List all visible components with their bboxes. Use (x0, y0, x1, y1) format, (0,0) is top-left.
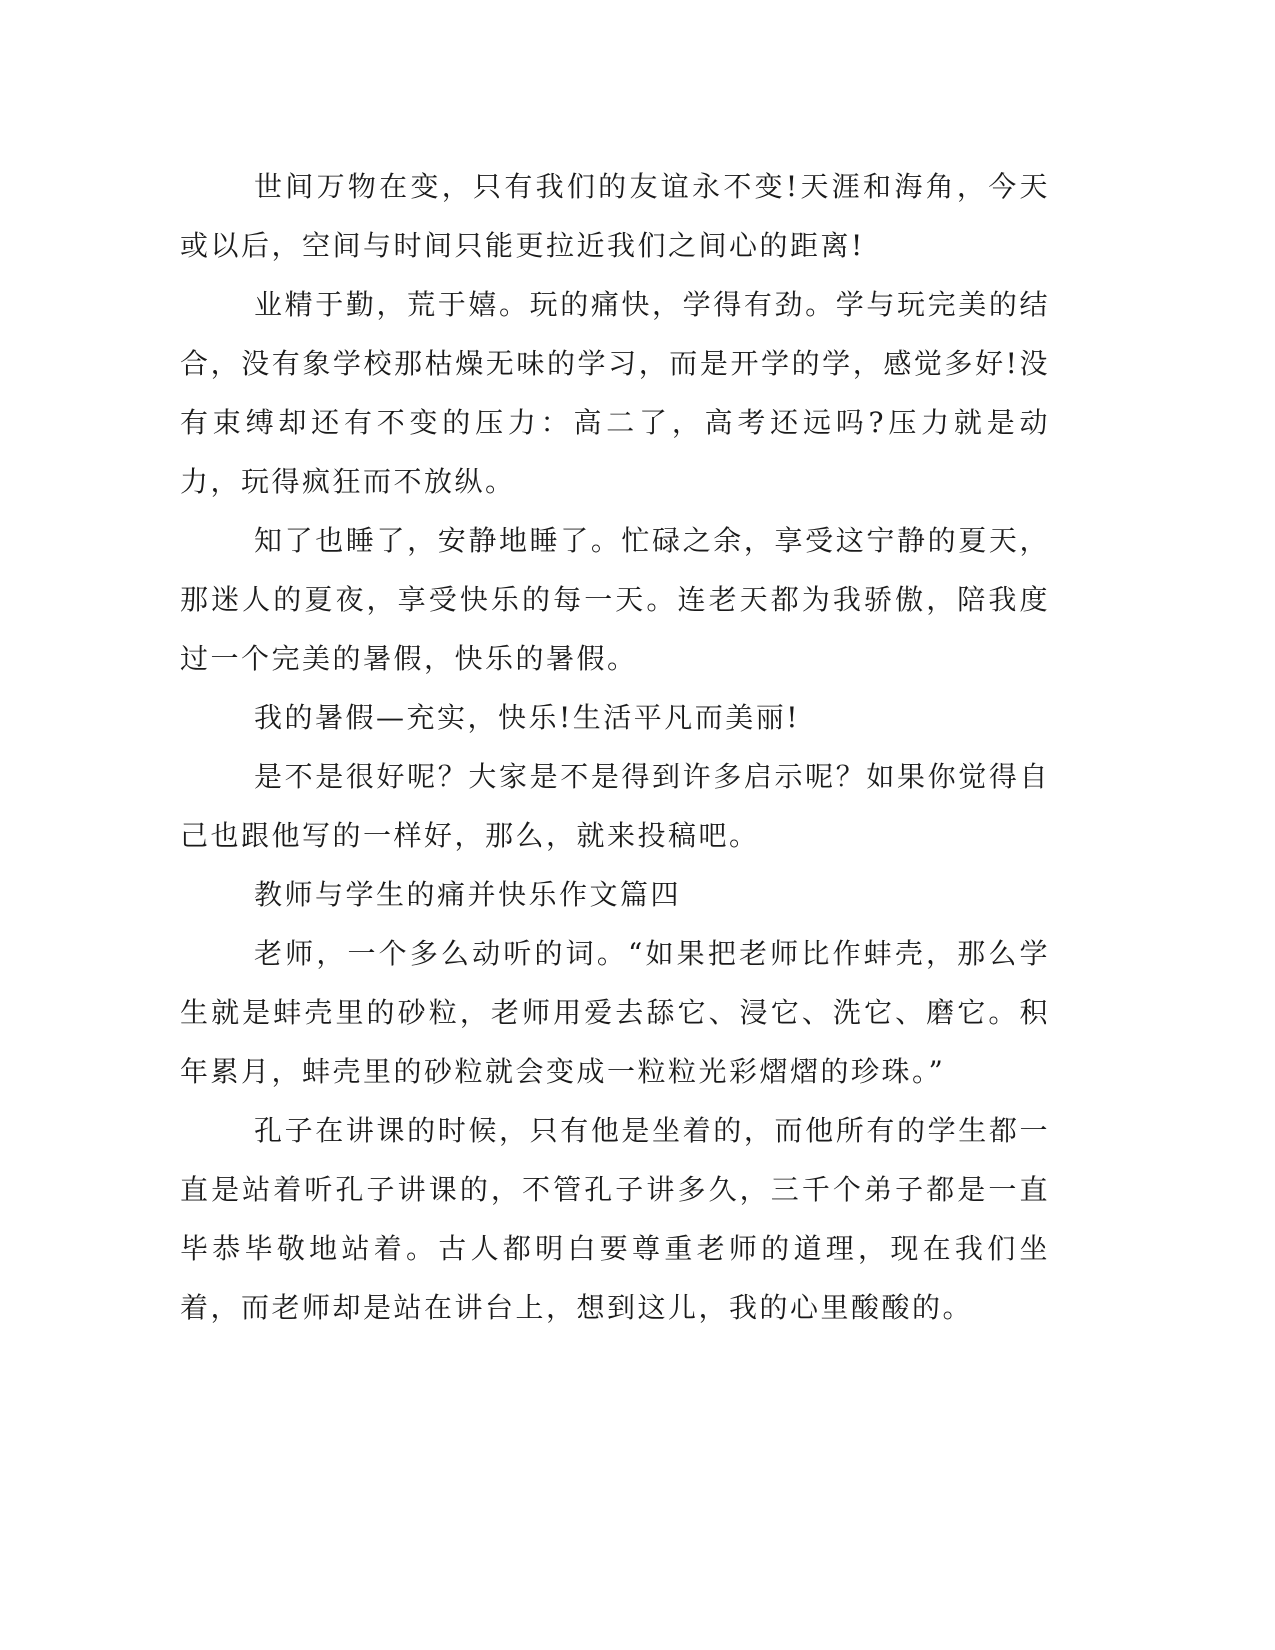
document-body (180, 157, 1050, 1337)
paragraph-teacher-metaphor: 老师，一个多么动听的词。“如果把老师比作蚌壳，那么学生就是蚌壳里的砂粒，老师用爱去舔它、浸它、洗它、磨它。积年累月，蚌壳里的砂粒就会变成一粒粒光彩熠熠的珍珠。” (180, 937, 1050, 1088)
paragraph-invitation: 是不是很好呢？大家是不是得到许多启示呢？如果你觉得自己也跟他写的一样好，那么，就来投稿吧。 (180, 760, 1050, 852)
paragraph-summer-night: 知了也睡了，安静地睡了。忙碌之余，享受这宁静的夏天，那迷人的夏夜，享受快乐的每一天。连老天都为我骄傲，陪我度过一个完美的暑假，快乐的暑假。 (180, 524, 1050, 675)
paragraph-study-and-play: 业精于勤，荒于嬉。玩的痛快，学得有劲。学与玩完美的结合，没有象学校那枯燥无味的学习，而是开学的学，感觉多好!没有束缚却还有不变的压力：高二了，高考还远吗?压力就是动力，玩得疯狂而不放纵。 (180, 288, 1050, 498)
paragraph-my-summer: 我的暑假—充实，快乐!生活平凡而美丽! (254, 701, 801, 734)
paragraph-friendship: 世间万物在变，只有我们的友谊永不变!天涯和海角，今天或以后，空间与时间只能更拉近我们之间心的距离! (180, 170, 1050, 262)
section-heading: 教师与学生的痛并快乐作文篇四 (254, 878, 682, 911)
paragraph-confucius: 孔子在讲课的时候，只有他是坐着的，而他所有的学生都一直是站着听孔子讲课的，不管孔子讲多久，三千个弟子都是一直毕恭毕敬地站着。古人都明白要尊重老师的道理，现在我们坐着，而老师却是站在讲台上，想到这儿，我的心里酸酸的。 (180, 1114, 1050, 1324)
